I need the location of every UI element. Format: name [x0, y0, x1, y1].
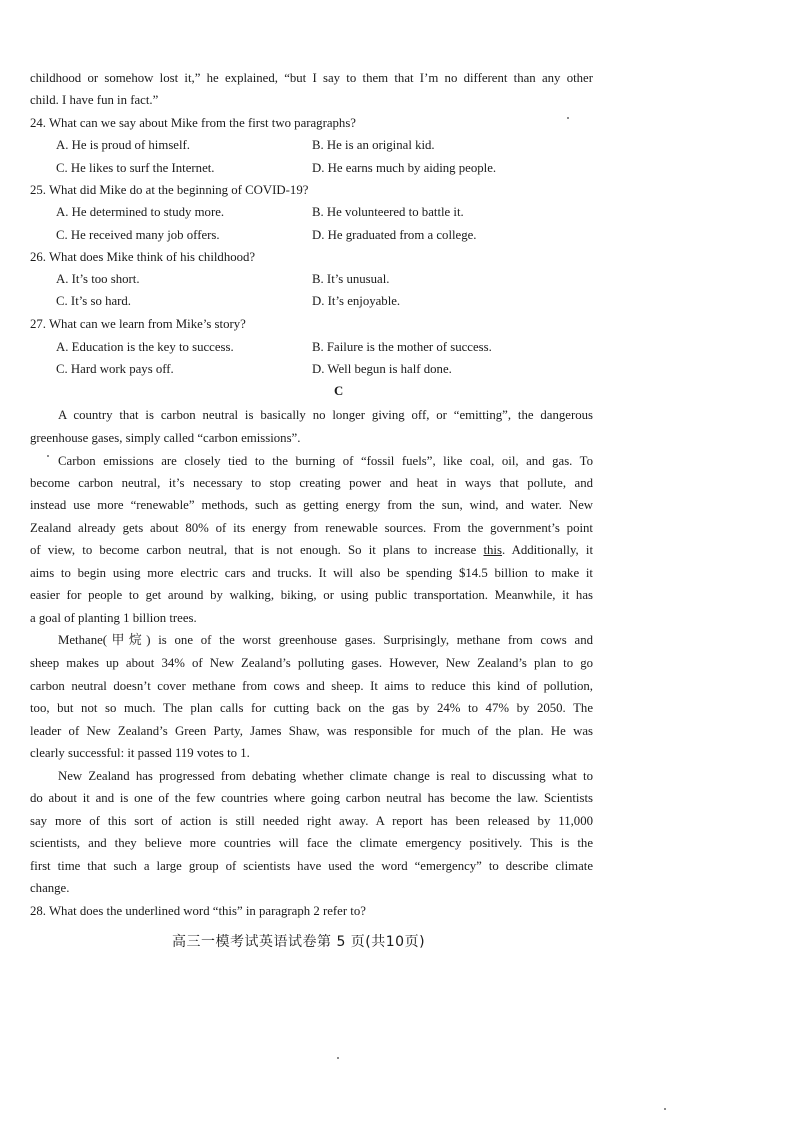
option-c: C. He received many job offers.	[56, 228, 220, 242]
option-d: D. Well begun is half done.	[312, 362, 452, 376]
scan-speck	[664, 1108, 666, 1110]
paragraph-1-line: greenhouse gases, simply called “carbon emissions”.	[30, 431, 301, 445]
paragraph-3-line: sheep makes up about 34% of New Zealand’s polluting gases. However, New Zealand’s plan to go	[30, 656, 593, 670]
paragraph-4-line: first time that such a large group of scientists have used the word “emergency” to describe climate	[30, 859, 593, 873]
paragraph-2-line: instead use more “renewable” methods, such as getting energy from the sun, wind, and water. New	[30, 498, 593, 512]
scan-speck	[567, 117, 569, 119]
scan-speck	[47, 455, 49, 457]
paragraph-2-line: become carbon neutral, it’s necessary to stop creating power and heat in ways that pollute, and	[30, 476, 593, 490]
question-stem: 25. What did Mike do at the beginning of COVID-19?	[30, 183, 309, 197]
option-a: A. He determined to study more.	[56, 205, 225, 219]
paragraph-2-line	[30, 542, 593, 558]
option-c: C. He likes to surf the Internet.	[56, 161, 215, 175]
paragraph-2-line: a goal of planting 1 billion trees.	[30, 611, 197, 625]
option-d: D. He earns much by aiding people.	[312, 161, 497, 175]
paragraph-2-line: aims to begin using more electric cars and trucks. It will also be spending $14.5 billion to make it	[30, 566, 593, 580]
option-d: D. It’s enjoyable.	[312, 294, 401, 308]
text-span: . Additionally, it	[501, 543, 594, 557]
option-d: D. He graduated from a college.	[312, 228, 477, 242]
paragraph-3-line: too, but not so much. The plan calls for cutting back on the gas by 24% to 47% by 2050. The	[30, 701, 593, 715]
scan-speck	[337, 1057, 339, 1059]
option-c: C. It’s so hard.	[56, 294, 132, 308]
paragraph-2-line: easier for people to get around by walking, biking, or using public transportation. Meanwhile, it has	[30, 588, 593, 602]
paragraph-4-line: do about it and is one of the few countries where going carbon neutral has become the law. Scientists	[30, 791, 593, 805]
section-heading: C	[334, 384, 344, 398]
paragraph-3-line: Methane(甲烷) is one of the worst greenhouse gases. Surprisingly, methane from cows and	[58, 633, 593, 647]
question-stem: 26. What does Mike think of his childhood?	[30, 250, 256, 264]
option-b: B. It’s unusual.	[312, 272, 390, 286]
option-b: B. Failure is the mother of success.	[312, 340, 492, 354]
paragraph-1-line: A country that is carbon neutral is basically no longer giving off, or “emitting”, the dangerous	[58, 408, 593, 422]
paragraph-4-line: scientists, and they believe more countries will face the climate emergency positively. This is the	[30, 836, 593, 850]
paragraph-4-line: say more of this sort of action is still needed right away. A report has been released by 11,000	[30, 814, 593, 828]
option-a: A. He is proud of himself.	[56, 138, 190, 152]
paragraph-3-line: leader of New Zealand’s Green Party, James Shaw, was responsible for much of the plan. He was	[30, 724, 593, 738]
option-a: A. It’s too short.	[56, 272, 140, 286]
underlined-word-this: this	[483, 543, 502, 557]
option-c: C. Hard work pays off.	[56, 362, 174, 376]
intro-line: child. I have fun in fact.”	[30, 93, 159, 107]
option-b: B. He volunteered to battle it.	[312, 205, 464, 219]
paragraph-3-line: carbon neutral doesn’t cover methane from cows and sheep. It aims to reduce this kind of pollution,	[30, 679, 593, 693]
page-footer: 高三一模考试英语试卷第 5 页(共10页)	[172, 934, 426, 950]
paragraph-4-line: change.	[30, 881, 70, 895]
paragraph-4-line: New Zealand has progressed from debating whether climate change is real to discussing what to	[58, 769, 593, 783]
text-span: of view, to become carbon neutral, that is not enough. So it plans to increase	[30, 543, 484, 557]
paragraph-3-line: clearly successful: it passed 119 votes to 1.	[30, 746, 250, 760]
option-a: A. Education is the key to success.	[56, 340, 234, 354]
question-28-stem: 28. What does the underlined word “this” in paragraph 2 refer to?	[30, 904, 366, 918]
option-b: B. He is an original kid.	[312, 138, 435, 152]
paragraph-2-line: Zealand already gets about 80% of its energy from renewable sources. From the government’s point	[30, 521, 593, 535]
question-stem: 24. What can we say about Mike from the first two paragraphs?	[30, 116, 356, 130]
intro-line: childhood or somehow lost it,” he explained, “but I say to them that I’m no different than any other	[30, 71, 593, 85]
paragraph-2-line: Carbon emissions are closely tied to the burning of “fossil fuels”, like coal, oil, and gas. To	[58, 454, 593, 468]
question-stem: 27. What can we learn from Mike’s story?	[30, 317, 246, 331]
